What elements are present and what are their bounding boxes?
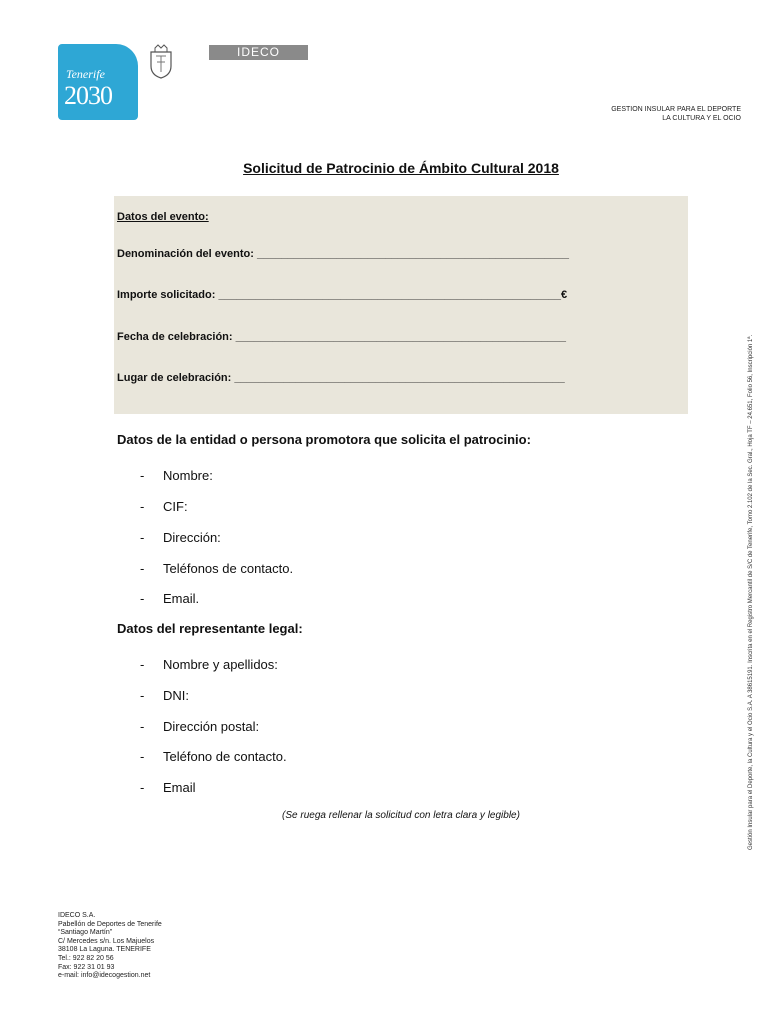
event-place-field[interactable]: Lugar de celebración: ______________________________________________________ [117,372,565,384]
representative-item-label: Nombre y apellidos: [163,657,278,672]
promoter-heading: Datos de la entidad o persona promotora que solicita el patrocinio: [117,432,531,447]
representative-item-label: Dirección postal: [163,719,260,734]
representative-item [140,657,278,672]
promoter-item-label: Teléfonos de contacto. [163,561,294,576]
promoter-item-label: Email. [163,591,200,606]
promoter-item [140,499,188,514]
footer-line: “Santiago Martín” [58,929,113,937]
representative-item [140,749,287,764]
ideco-logo: IDECO [209,45,308,60]
representative-item [140,780,196,795]
representative-item-label: DNI: [163,688,189,703]
bullet-dash: - [140,468,145,483]
amount-requested-field[interactable]: Importe solicitado: ________________________________________________________€ [117,289,568,301]
footer-email[interactable]: e-mail: info@idecogestion.net [58,972,151,980]
footer-address [58,912,162,981]
gestion-line: GESTION INSULAR PARA EL DEPORTE [611,106,741,113]
bullet-dash: - [140,688,145,703]
bullet-dash: - [140,749,145,764]
promoter-item [140,468,213,483]
representative-item-label: Teléfono de contacto. [163,749,287,764]
bullet-dash: - [140,499,145,514]
tenerife-2030-logo [58,44,138,120]
form-title: Solicitud de Patrocinio de Ámbito Cultural 2018 [243,160,559,176]
footer-line: IDECO S.A. [58,912,96,919]
event-heading: Datos del evento: [117,211,209,223]
logo-year-text: 2030 [64,81,112,110]
gestion-line: LA CULTURA Y EL OCIO [662,115,741,122]
registry-side-text: Gestión Insular para el Deporte, la Cultura y el Ocio S.A. A 38615191. Inscrita en el Registro Mercantil de S/C de Tenerife, Tomo 2.102 de la Sec. Gral., Hoja TF – 24.651, Folio 56, Inscripción 1ª. [748,334,754,850]
bullet-dash: - [140,657,145,672]
promoter-item [140,591,199,606]
footer-line: 38108 La Laguna. TENERIFE [58,946,151,954]
promoter-item-label: Dirección: [163,530,221,545]
promoter-item [140,530,221,545]
gestion-insular-heading [611,105,741,123]
event-date-field[interactable]: Fecha de celebración: ______________________________________________________ [117,331,566,343]
event-name-field[interactable]: Denominación del evento: ___________________________________________________ [117,248,569,260]
promoter-item-label: CIF: [163,499,188,514]
cabildo-crest-icon [147,44,175,80]
footer-line: Pabellón de Deportes de Tenerife [58,920,162,928]
legibility-note: (Se ruega rellenar la solicitud con letra clara y legible) [282,810,520,821]
footer-line: Tel.: 922 82 20 56 [58,954,114,962]
event-data-box [114,196,688,414]
representative-item [140,719,259,734]
footer-line: Fax: 922 31 01 93 [58,963,115,971]
promoter-item-label: Nombre: [163,468,213,483]
bullet-dash: - [140,530,145,545]
logo-brand-text: Tenerife [66,67,105,81]
bullet-dash: - [140,591,145,606]
bullet-dash: - [140,561,145,576]
representative-heading: Datos del representante legal: [117,621,303,636]
footer-line: C/ Mercedes s/n. Los Majuelos [58,937,155,945]
representative-item-label: Email [163,780,196,795]
promoter-item [140,561,293,576]
bullet-dash: - [140,780,145,795]
representative-item [140,688,189,703]
bullet-dash: - [140,719,145,734]
